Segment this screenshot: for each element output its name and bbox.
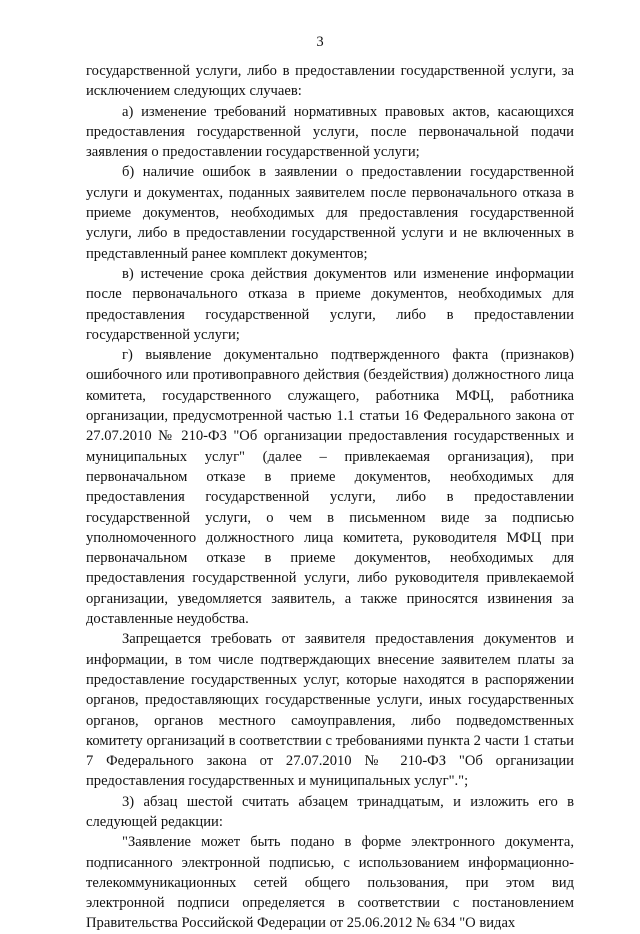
document-body <box>86 61 574 934</box>
paragraph-item-a: а) изменение требований нормативных правовых актов, касающихся предоставления государственной услуги, после первоначальной подачи заявления о предоставлении государственной услуги; <box>86 103 574 161</box>
page-number: 3 <box>316 34 324 50</box>
paragraph-item-v: в) истечение срока действия документов или изменение информации после первоначального отказа в приеме документов, необходимых для предоставления государственной услуги, либо в предоставлении государственной услуги; <box>86 265 574 343</box>
paragraph-prohibition: Запрещается требовать от заявителя предоставления документов и информации, в том числе подтверждающих внесение заявителем платы за предоставление государственных услуг, которые находятся в распоряжении органов, предоставляющих государственные услуги, иных государственных органов, органов местного самоуправления, либо подведомственных комитету организаций в соответствии с требованиями пункта 2 части 1 статьи 7 Федерального закона от 27.07.2010 № 210-ФЗ "Об организации предоставления государственных и муниципальных услуг"."; <box>86 631 574 790</box>
paragraph-continuation: государственной услуги, либо в предоставлении государственной услуги, за исключением следующих случаев: <box>86 63 574 100</box>
paragraph-item-g: г) выявление документально подтвержденного факта (признаков) ошибочного или противоправного действия (бездействия) должностного лица комитета, государственного служащего, работника МФЦ, работника организации, предусмотренной частью 1.1 статьи 16 Федерального закона от 27.07.2010 № 210-ФЗ "Об организации предоставления государственных и муниципальных услуг" (далее – привлекаемая организация), при первоначальном отказе в приеме документов, необходимых для предоставления государственной услуги, либо в предоставлении государственной услуги, о чем в письменном виде за подписью уполномоченного должностного лица комитета, руководителя МФЦ при первоначальном отказе в приеме документов, необходимых для предоставления государственной услуги, либо руководителя привлекаемой организации, уведомляется заявитель, а также приносятся извинения за доставленные неудобства. <box>86 347 574 628</box>
paragraph-item-b: б) наличие ошибок в заявлении о предоставлении государственной услуги и документах, поданных заявителем после первоначального отказа в приеме документов, необходимых для предоставления государственной услуги, либо в предоставлении государственной услуги и не включенных в представленный ранее комплект документов; <box>86 164 574 262</box>
paragraph-amendment-3: 3) абзац шестой считать абзацем тринадцатым, и изложить его в следующей редакции: <box>86 793 574 830</box>
paragraph-new-wording: "Заявление может быть подано в форме электронного документа, подписанного электронной подписью, с использованием информационно-телекоммуникационных сетей общего пользования, при этом вид электронной подписи определяется в соответствии с постановлением Правительства Российской Федерации от 25.06.2012 № 634 "О видах <box>86 834 574 932</box>
